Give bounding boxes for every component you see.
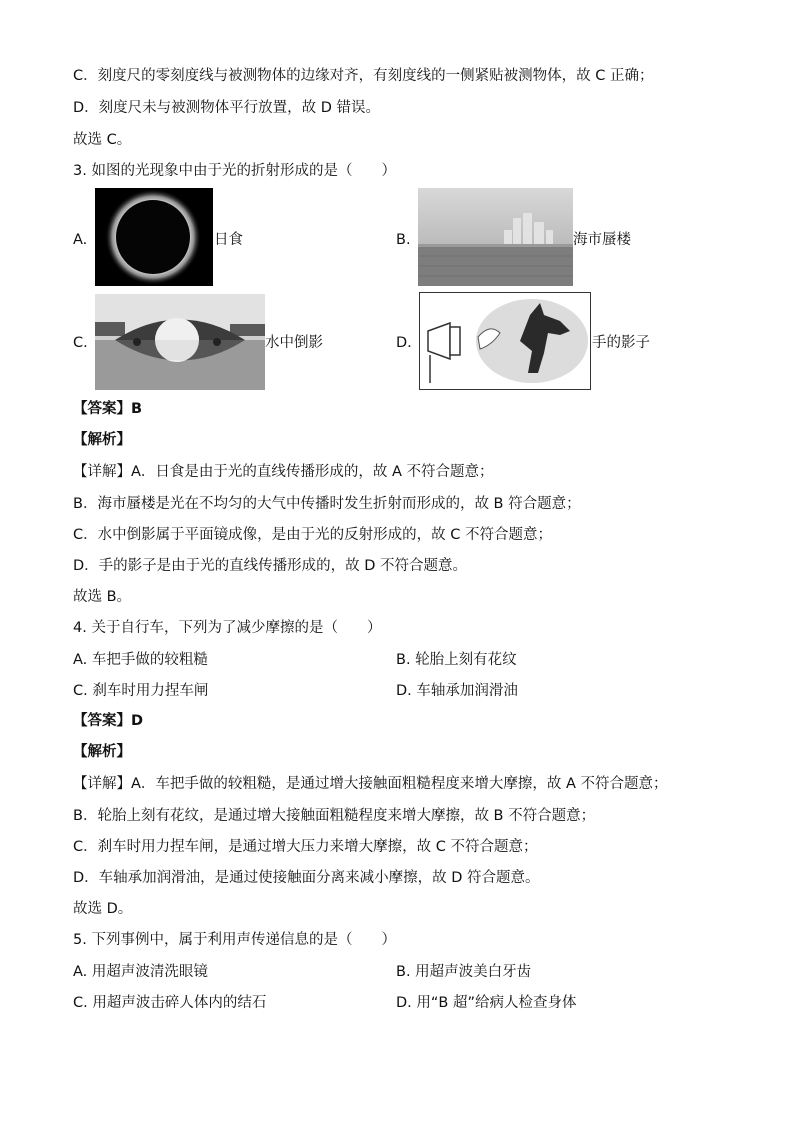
- q3-option-b-caption: 海市蜃楼: [573, 232, 631, 248]
- q3-option-b-letter: B.: [396, 232, 411, 248]
- q4-detail-b: B．轮胎上刻有花纹，是通过增大接触面粗糙程度来增大摩擦，故 B 不符合题意；: [73, 808, 596, 824]
- q5-option-c: C. 用超声波击碎人体内的结石: [73, 995, 267, 1011]
- q5-option-b: B. 用超声波美白牙齿: [396, 964, 532, 980]
- q3-choose: 故选 B。: [73, 589, 132, 605]
- q3-option-c-caption: 水中倒影: [265, 335, 323, 351]
- q3-answer: 【答案】B: [73, 401, 143, 417]
- q3-detail-d: D．手的影子是由于光的直线传播形成的，故 D 不符合题意。: [73, 558, 468, 574]
- hand-shadow-photo-icon: [419, 292, 591, 390]
- q4-detail-d: D．车轴承加润滑油，是通过使接触面分离来减小摩擦，故 D 符合题意。: [73, 870, 540, 886]
- question-3-stem: 3. 如图的光现象中由于光的折射形成的是（ ）: [73, 163, 396, 179]
- q3-option-d-caption: 手的影子: [592, 335, 650, 351]
- q4-detail-c: C．刹车时用力捏车闸，是通过增大压力来增大摩擦，故 C 不符合题意；: [73, 839, 538, 855]
- q4-option-a: A. 车把手做的较粗糙: [73, 652, 208, 668]
- explanation-line-c: C．刻度尺的零刻度线与被测物体的边缘对齐，有刻度线的一侧紧贴被测物体，故 C 正确；: [73, 68, 654, 84]
- q4-option-c: C. 刹车时用力捏车闸: [73, 683, 209, 699]
- q4-option-b: B. 轮胎上刻有花纹: [396, 652, 517, 668]
- q4-answer: 【答案】D: [73, 713, 144, 729]
- q5-option-d: D. 用“B 超”给病人检查身体: [396, 995, 577, 1011]
- q3-option-a-letter: A.: [73, 232, 88, 248]
- q3-detail-c: C．水中倒影属于平面镜成像，是由于光的反射形成的，故 C 不符合题意；: [73, 527, 552, 543]
- q4-option-d: D. 车轴承加润滑油: [396, 683, 518, 699]
- q4-detail-a: 【详解】A．车把手做的较粗糙，是通过增大接触面粗糙程度来增大摩擦，故 A 不符合题意；: [73, 776, 668, 792]
- mirage-photo-icon: [418, 188, 573, 286]
- choose-line: 故选 C。: [73, 132, 132, 148]
- q3-option-d-letter: D.: [396, 335, 412, 351]
- q4-choose: 故选 D。: [73, 901, 133, 917]
- q3-option-c-letter: C.: [73, 335, 88, 351]
- question-5-stem: 5. 下列事例中，属于利用声传递信息的是（ ）: [73, 932, 396, 948]
- bridge-reflection-photo-icon: [95, 294, 265, 390]
- solar-eclipse-photo-icon: [95, 188, 213, 286]
- q3-detail-a: 【详解】A．日食是由于光的直线传播形成的，故 A 不符合题意；: [73, 464, 494, 480]
- q4-analysis-heading: 【解析】: [73, 744, 131, 760]
- q3-analysis-heading: 【解析】: [73, 432, 131, 448]
- q3-detail-b: B．海市蜃楼是光在不均匀的大气中传播时发生折射而形成的，故 B 符合题意；: [73, 496, 581, 512]
- explanation-line-d: D．刻度尺未与被测物体平行放置，故 D 错误。: [73, 100, 381, 116]
- q5-option-a: A. 用超声波清洗眼镜: [73, 964, 208, 980]
- question-4-stem: 4. 关于自行车，下列为了减少摩擦的是（ ）: [73, 620, 382, 636]
- q3-option-a-caption: 日食: [214, 232, 243, 248]
